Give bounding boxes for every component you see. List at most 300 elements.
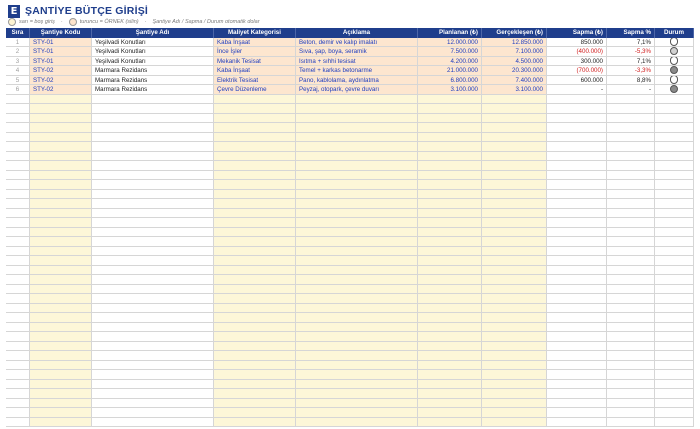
cell-gerceklesen[interactable]	[482, 180, 547, 190]
table-row	[6, 247, 694, 257]
cell-planlanan[interactable]	[418, 237, 482, 247]
cell-sira: 4	[6, 66, 30, 76]
cell-maliyet-kategorisi[interactable]	[214, 247, 296, 257]
cell-gerceklesen[interactable]	[482, 114, 547, 124]
cell-maliyet-kategorisi[interactable]	[214, 389, 296, 399]
cell-gerceklesen[interactable]	[482, 95, 547, 105]
cell-planlanan[interactable]: 4.200.000	[418, 57, 482, 67]
cell-gerceklesen[interactable]	[482, 389, 547, 399]
cell-aciklama[interactable]	[296, 95, 418, 105]
cell-planlanan[interactable]: 3.100.000	[418, 85, 482, 95]
legend: sarı = boş giriş · turuncu = ÖRNEK (silin) · Şantiye Adı / Sapma / Durum otomatik dolar	[8, 18, 260, 26]
cell-planlanan[interactable]	[418, 228, 482, 238]
cell-aciklama[interactable]	[296, 256, 418, 266]
cell-aciklama[interactable]	[296, 399, 418, 409]
cell-santiye-kodu[interactable]	[30, 95, 92, 105]
cell-planlanan[interactable]	[418, 171, 482, 181]
cell-planlanan[interactable]	[418, 114, 482, 124]
table-row	[6, 351, 694, 361]
cell-maliyet-kategorisi[interactable]: Çevre Düzenleme	[214, 85, 296, 95]
cell-planlanan[interactable]	[418, 104, 482, 114]
cell-santiye-adi	[92, 142, 214, 152]
cell-santiye-kodu[interactable]	[30, 123, 92, 133]
cell-maliyet-kategorisi[interactable]	[214, 152, 296, 162]
cell-santiye-kodu[interactable]: STY-01	[30, 38, 92, 48]
cell-planlanan[interactable]	[418, 133, 482, 143]
cell-maliyet-kategorisi[interactable]	[214, 361, 296, 371]
cell-santiye-kodu[interactable]	[30, 256, 92, 266]
cell-aciklama[interactable]	[296, 294, 418, 304]
cell-sapma	[547, 256, 607, 266]
cell-santiye-adi	[92, 256, 214, 266]
cell-planlanan[interactable]	[418, 190, 482, 200]
cell-santiye-adi	[92, 180, 214, 190]
cell-aciklama[interactable]	[296, 275, 418, 285]
cell-durum	[655, 47, 694, 57]
cell-gerceklesen[interactable]	[482, 104, 547, 114]
cell-santiye-kodu[interactable]: STY-01	[30, 57, 92, 67]
cell-durum	[655, 228, 694, 238]
cell-maliyet-kategorisi[interactable]	[214, 114, 296, 124]
cell-planlanan[interactable]	[418, 370, 482, 380]
cell-sapma	[547, 104, 607, 114]
cell-aciklama[interactable]	[296, 408, 418, 418]
cell-durum	[655, 76, 694, 86]
cell-santiye-kodu[interactable]	[30, 161, 92, 171]
cell-santiye-adi	[92, 247, 214, 257]
cell-sapma-yuzde	[607, 304, 655, 314]
cell-maliyet-kategorisi[interactable]	[214, 199, 296, 209]
cell-gerceklesen[interactable]	[482, 304, 547, 314]
cell-sapma	[547, 304, 607, 314]
cell-aciklama[interactable]: Beton, demir ve kalıp imalatı	[296, 38, 418, 48]
cell-santiye-adi: Marmara Rezidans	[92, 76, 214, 86]
cell-gerceklesen[interactable]	[482, 332, 547, 342]
cell-aciklama[interactable]	[296, 351, 418, 361]
cell-sapma-yuzde	[607, 399, 655, 409]
cell-maliyet-kategorisi[interactable]	[214, 380, 296, 390]
cell-aciklama[interactable]	[296, 380, 418, 390]
cell-aciklama[interactable]	[296, 152, 418, 162]
cell-planlanan[interactable]	[418, 294, 482, 304]
cell-aciklama[interactable]	[296, 199, 418, 209]
cell-gerceklesen[interactable]	[482, 285, 547, 295]
cell-santiye-kodu[interactable]	[30, 323, 92, 333]
cell-planlanan[interactable]	[418, 161, 482, 171]
cell-gerceklesen[interactable]: 12.850.000	[482, 38, 547, 48]
cell-sapma: 300.000	[547, 57, 607, 67]
cell-santiye-kodu[interactable]: STY-01	[30, 47, 92, 57]
cell-durum	[655, 133, 694, 143]
cell-durum	[655, 180, 694, 190]
cell-gerceklesen[interactable]: 4.500.000	[482, 57, 547, 67]
cell-gerceklesen[interactable]	[482, 370, 547, 380]
cell-sapma	[547, 237, 607, 247]
table-row	[6, 266, 694, 276]
cell-sira	[6, 133, 30, 143]
cell-santiye-adi	[92, 351, 214, 361]
cell-gerceklesen[interactable]	[482, 275, 547, 285]
cell-gerceklesen[interactable]	[482, 256, 547, 266]
cell-sira	[6, 190, 30, 200]
cell-sapma-yuzde: -3,3%	[607, 66, 655, 76]
cell-sapma	[547, 218, 607, 228]
status-circle-icon	[670, 38, 679, 46]
cell-gerceklesen[interactable]	[482, 380, 547, 390]
cell-maliyet-kategorisi[interactable]	[214, 304, 296, 314]
cell-aciklama[interactable]	[296, 133, 418, 143]
cell-sira	[6, 399, 30, 409]
cell-maliyet-kategorisi[interactable]	[214, 171, 296, 181]
cell-gerceklesen[interactable]	[482, 190, 547, 200]
cell-planlanan[interactable]	[418, 123, 482, 133]
cell-santiye-kodu[interactable]	[30, 152, 92, 162]
cell-planlanan[interactable]	[418, 199, 482, 209]
cell-gerceklesen[interactable]	[482, 399, 547, 409]
cell-planlanan[interactable]	[418, 275, 482, 285]
cell-santiye-kodu[interactable]	[30, 304, 92, 314]
col-maliyet-kategorisi: Maliyet Kategorisi	[214, 28, 296, 38]
cell-aciklama[interactable]	[296, 389, 418, 399]
cell-maliyet-kategorisi[interactable]: Mekanik Tesisat	[214, 57, 296, 67]
cell-aciklama[interactable]: Peyzaj, otopark, çevre duvarı	[296, 85, 418, 95]
cell-maliyet-kategorisi[interactable]	[214, 275, 296, 285]
cell-maliyet-kategorisi[interactable]	[214, 294, 296, 304]
cell-maliyet-kategorisi[interactable]	[214, 180, 296, 190]
cell-planlanan[interactable]	[418, 313, 482, 323]
cell-aciklama[interactable]	[296, 142, 418, 152]
cell-planlanan[interactable]	[418, 380, 482, 390]
cell-santiye-kodu[interactable]	[30, 180, 92, 190]
cell-gerceklesen[interactable]	[482, 152, 547, 162]
cell-sapma	[547, 380, 607, 390]
cell-santiye-kodu[interactable]	[30, 104, 92, 114]
cell-planlanan[interactable]	[418, 323, 482, 333]
cell-sira: 5	[6, 76, 30, 86]
cell-santiye-kodu[interactable]	[30, 380, 92, 390]
cell-santiye-kodu[interactable]	[30, 351, 92, 361]
cell-planlanan[interactable]	[418, 209, 482, 219]
cell-sapma-yuzde	[607, 114, 655, 124]
cell-planlanan[interactable]	[418, 418, 482, 428]
cell-sira	[6, 304, 30, 314]
cell-gerceklesen[interactable]	[482, 361, 547, 371]
cell-santiye-adi	[92, 408, 214, 418]
cell-maliyet-kategorisi[interactable]	[214, 285, 296, 295]
cell-planlanan[interactable]	[418, 399, 482, 409]
cell-santiye-kodu[interactable]	[30, 399, 92, 409]
cell-aciklama[interactable]	[296, 104, 418, 114]
cell-gerceklesen[interactable]: 20.300.000	[482, 66, 547, 76]
cell-gerceklesen[interactable]	[482, 161, 547, 171]
table-row	[6, 285, 694, 295]
cell-maliyet-kategorisi[interactable]	[214, 342, 296, 352]
cell-aciklama[interactable]	[296, 180, 418, 190]
col-sapma-yuzde: Sapma %	[607, 28, 655, 38]
title-bar	[8, 3, 148, 19]
cell-aciklama[interactable]: Pano, kablolama, aydınlatma	[296, 76, 418, 86]
cell-maliyet-kategorisi[interactable]	[214, 237, 296, 247]
cell-santiye-kodu[interactable]	[30, 228, 92, 238]
cell-sira	[6, 237, 30, 247]
cell-sira	[6, 418, 30, 428]
cell-santiye-kodu[interactable]	[30, 370, 92, 380]
cell-sira	[6, 370, 30, 380]
cell-santiye-kodu[interactable]: STY-02	[30, 76, 92, 86]
cell-aciklama[interactable]	[296, 209, 418, 219]
cell-maliyet-kategorisi[interactable]	[214, 266, 296, 276]
cell-santiye-kodu[interactable]	[30, 313, 92, 323]
cell-santiye-adi	[92, 133, 214, 143]
cell-sapma-yuzde	[607, 133, 655, 143]
cell-santiye-kodu[interactable]	[30, 142, 92, 152]
cell-sapma-yuzde	[607, 247, 655, 257]
cell-santiye-kodu[interactable]	[30, 342, 92, 352]
cell-gerceklesen[interactable]	[482, 351, 547, 361]
cell-sira	[6, 351, 30, 361]
cell-santiye-kodu[interactable]	[30, 389, 92, 399]
cell-sapma-yuzde	[607, 104, 655, 114]
cell-santiye-kodu[interactable]	[30, 247, 92, 257]
cell-aciklama[interactable]	[296, 285, 418, 295]
cell-santiye-kodu[interactable]	[30, 190, 92, 200]
cell-sapma-yuzde	[607, 123, 655, 133]
cell-maliyet-kategorisi[interactable]: Kaba İnşaat	[214, 38, 296, 48]
cell-santiye-kodu[interactable]	[30, 209, 92, 219]
cell-maliyet-kategorisi[interactable]	[214, 408, 296, 418]
cell-planlanan[interactable]	[418, 304, 482, 314]
cell-santiye-adi	[92, 161, 214, 171]
cell-santiye-kodu[interactable]	[30, 285, 92, 295]
cell-santiye-kodu[interactable]: STY-02	[30, 85, 92, 95]
cell-aciklama[interactable]	[296, 342, 418, 352]
cell-sapma-yuzde	[607, 161, 655, 171]
cell-maliyet-kategorisi[interactable]	[214, 351, 296, 361]
cell-sira: 2	[6, 47, 30, 57]
cell-durum	[655, 351, 694, 361]
cell-maliyet-kategorisi[interactable]	[214, 95, 296, 105]
cell-santiye-kodu[interactable]	[30, 418, 92, 428]
cell-sapma-yuzde	[607, 418, 655, 428]
cell-aciklama[interactable]	[296, 237, 418, 247]
cell-sira	[6, 209, 30, 219]
cell-gerceklesen[interactable]	[482, 294, 547, 304]
cell-gerceklesen[interactable]	[482, 218, 547, 228]
cell-planlanan[interactable]: 7.500.000	[418, 47, 482, 57]
cell-aciklama[interactable]	[296, 323, 418, 333]
cell-planlanan[interactable]: 21.000.000	[418, 66, 482, 76]
cell-sapma: 850.000	[547, 38, 607, 48]
cell-durum	[655, 247, 694, 257]
cell-sapma-yuzde	[607, 351, 655, 361]
cell-santiye-kodu[interactable]: STY-02	[30, 66, 92, 76]
cell-sapma	[547, 370, 607, 380]
budget-table	[6, 28, 694, 427]
cell-aciklama[interactable]	[296, 304, 418, 314]
cell-sapma-yuzde	[607, 218, 655, 228]
cell-planlanan[interactable]	[418, 408, 482, 418]
cell-maliyet-kategorisi[interactable]: Kaba İnşaat	[214, 66, 296, 76]
cell-maliyet-kategorisi[interactable]	[214, 218, 296, 228]
table-row	[6, 161, 694, 171]
cell-maliyet-kategorisi[interactable]	[214, 104, 296, 114]
cell-gerceklesen[interactable]	[482, 123, 547, 133]
cell-aciklama[interactable]	[296, 370, 418, 380]
cell-planlanan[interactable]	[418, 285, 482, 295]
cell-aciklama[interactable]	[296, 190, 418, 200]
cell-maliyet-kategorisi[interactable]	[214, 313, 296, 323]
table-row	[6, 389, 694, 399]
cell-aciklama[interactable]: Sıva, şap, boya, seramik	[296, 47, 418, 57]
cell-santiye-kodu[interactable]	[30, 408, 92, 418]
cell-santiye-kodu[interactable]	[30, 294, 92, 304]
cell-gerceklesen[interactable]	[482, 237, 547, 247]
cell-sapma: 600.000	[547, 76, 607, 86]
cell-planlanan[interactable]	[418, 152, 482, 162]
cell-aciklama[interactable]: Isıtma + sıhhi tesisat	[296, 57, 418, 67]
cell-gerceklesen[interactable]	[482, 171, 547, 181]
cell-sapma-yuzde: 7,1%	[607, 57, 655, 67]
cell-gerceklesen[interactable]	[482, 199, 547, 209]
cell-sira	[6, 275, 30, 285]
table-row	[6, 190, 694, 200]
cell-sira	[6, 323, 30, 333]
cell-sapma	[547, 342, 607, 352]
cell-gerceklesen[interactable]: 7.100.000	[482, 47, 547, 57]
cell-planlanan[interactable]: 12.000.000	[418, 38, 482, 48]
cell-aciklama[interactable]	[296, 266, 418, 276]
cell-maliyet-kategorisi[interactable]: Elektrik Tesisat	[214, 76, 296, 86]
cell-durum	[655, 418, 694, 428]
cell-santiye-kodu[interactable]	[30, 171, 92, 181]
table-row	[6, 228, 694, 238]
cell-aciklama[interactable]	[296, 171, 418, 181]
cell-maliyet-kategorisi[interactable]	[214, 133, 296, 143]
cell-gerceklesen[interactable]	[482, 418, 547, 428]
cell-planlanan[interactable]: 6.800.000	[418, 76, 482, 86]
cell-santiye-kodu[interactable]	[30, 218, 92, 228]
cell-sira	[6, 361, 30, 371]
cell-santiye-kodu[interactable]	[30, 114, 92, 124]
cell-gerceklesen[interactable]	[482, 323, 547, 333]
cell-aciklama[interactable]	[296, 228, 418, 238]
cell-sapma	[547, 123, 607, 133]
cell-durum	[655, 209, 694, 219]
cell-gerceklesen[interactable]	[482, 209, 547, 219]
cell-santiye-kodu[interactable]	[30, 237, 92, 247]
cell-planlanan[interactable]	[418, 342, 482, 352]
cell-planlanan[interactable]	[418, 142, 482, 152]
cell-aciklama[interactable]	[296, 332, 418, 342]
cell-maliyet-kategorisi[interactable]	[214, 370, 296, 380]
table-row	[6, 199, 694, 209]
cell-aciklama[interactable]	[296, 418, 418, 428]
cell-gerceklesen[interactable]	[482, 247, 547, 257]
cell-santiye-kodu[interactable]	[30, 199, 92, 209]
status-circle-icon	[670, 47, 679, 55]
cell-sapma	[547, 332, 607, 342]
cell-maliyet-kategorisi[interactable]	[214, 209, 296, 219]
cell-planlanan[interactable]	[418, 180, 482, 190]
cell-planlanan[interactable]	[418, 256, 482, 266]
status-circle-icon	[670, 85, 679, 93]
cell-santiye-kodu[interactable]	[30, 332, 92, 342]
cell-sapma-yuzde	[607, 275, 655, 285]
table-row	[6, 66, 694, 76]
cell-sapma-yuzde	[607, 266, 655, 276]
cell-maliyet-kategorisi[interactable]: İnce İşler	[214, 47, 296, 57]
cell-planlanan[interactable]	[418, 266, 482, 276]
table-row	[6, 380, 694, 390]
cell-aciklama[interactable]	[296, 361, 418, 371]
cell-aciklama[interactable]	[296, 123, 418, 133]
cell-gerceklesen[interactable]	[482, 313, 547, 323]
cell-santiye-kodu[interactable]	[30, 361, 92, 371]
cell-sira: 1	[6, 38, 30, 48]
cell-gerceklesen[interactable]	[482, 228, 547, 238]
cell-planlanan[interactable]	[418, 95, 482, 105]
table-row	[6, 332, 694, 342]
cell-gerceklesen[interactable]	[482, 133, 547, 143]
cell-maliyet-kategorisi[interactable]	[214, 123, 296, 133]
cell-durum	[655, 199, 694, 209]
cell-planlanan[interactable]	[418, 332, 482, 342]
cell-sira	[6, 256, 30, 266]
cell-santiye-adi	[92, 95, 214, 105]
cell-planlanan[interactable]	[418, 218, 482, 228]
cell-durum	[655, 85, 694, 95]
table-row	[6, 104, 694, 114]
cell-planlanan[interactable]	[418, 361, 482, 371]
cell-aciklama[interactable]	[296, 247, 418, 257]
cell-sapma-yuzde	[607, 408, 655, 418]
cell-planlanan[interactable]	[418, 247, 482, 257]
cell-gerceklesen[interactable]	[482, 142, 547, 152]
cell-aciklama[interactable]	[296, 218, 418, 228]
cell-sapma-yuzde	[607, 342, 655, 352]
cell-aciklama[interactable]: Temel + karkas betonarme	[296, 66, 418, 76]
cell-maliyet-kategorisi[interactable]	[214, 418, 296, 428]
cell-maliyet-kategorisi[interactable]	[214, 332, 296, 342]
cell-maliyet-kategorisi[interactable]	[214, 228, 296, 238]
cell-planlanan[interactable]	[418, 389, 482, 399]
cell-durum	[655, 399, 694, 409]
cell-planlanan[interactable]	[418, 351, 482, 361]
cell-maliyet-kategorisi[interactable]	[214, 399, 296, 409]
cell-gerceklesen[interactable]: 3.100.000	[482, 85, 547, 95]
cell-santiye-kodu[interactable]	[30, 275, 92, 285]
cell-aciklama[interactable]	[296, 313, 418, 323]
cell-santiye-kodu[interactable]	[30, 133, 92, 143]
cell-gerceklesen[interactable]	[482, 408, 547, 418]
cell-sapma	[547, 418, 607, 428]
cell-maliyet-kategorisi[interactable]	[214, 161, 296, 171]
cell-santiye-kodu[interactable]	[30, 266, 92, 276]
cell-maliyet-kategorisi[interactable]	[214, 190, 296, 200]
cell-maliyet-kategorisi[interactable]	[214, 323, 296, 333]
cell-maliyet-kategorisi[interactable]	[214, 256, 296, 266]
cell-gerceklesen[interactable]: 7.400.000	[482, 76, 547, 86]
cell-maliyet-kategorisi[interactable]	[214, 142, 296, 152]
cell-sira	[6, 218, 30, 228]
cell-aciklama[interactable]	[296, 161, 418, 171]
cell-gerceklesen[interactable]	[482, 266, 547, 276]
cell-gerceklesen[interactable]	[482, 342, 547, 352]
cell-aciklama[interactable]	[296, 114, 418, 124]
cell-sapma-yuzde	[607, 152, 655, 162]
cell-durum	[655, 57, 694, 67]
cell-sapma-yuzde	[607, 209, 655, 219]
